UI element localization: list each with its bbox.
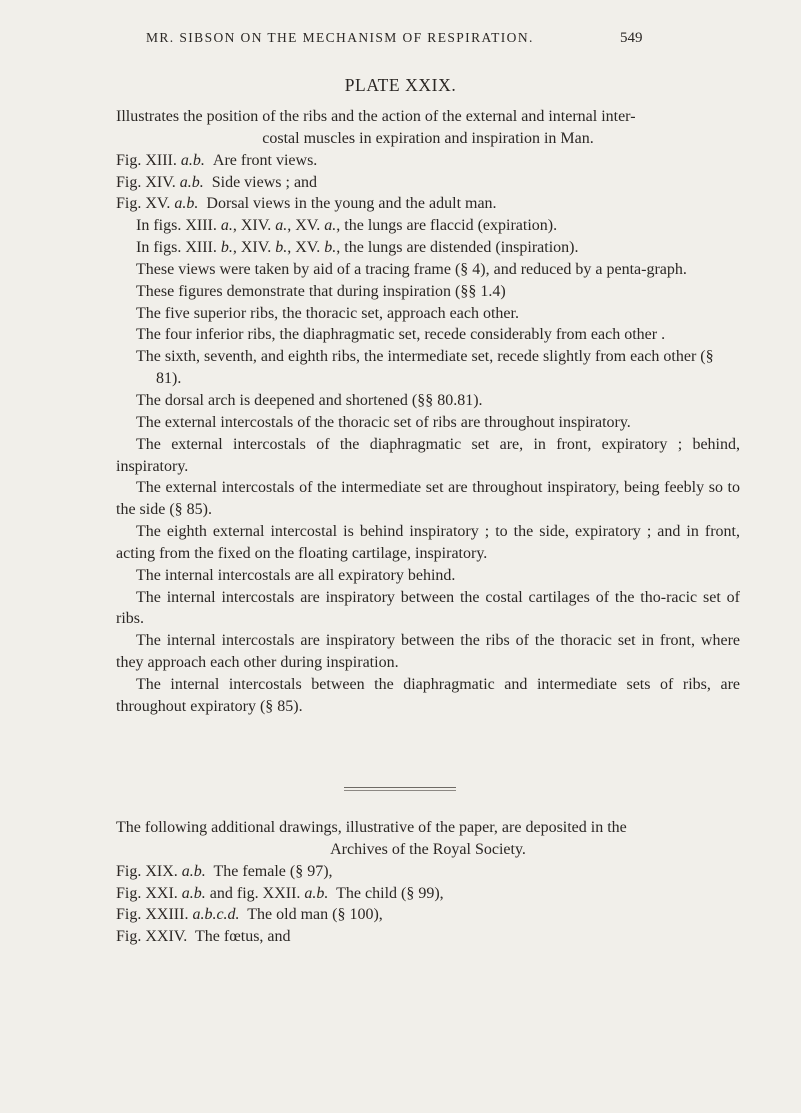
fig-label: Fig. XIII. [116, 151, 177, 169]
page-number: 549 [620, 30, 643, 46]
italic-run: a.b. [181, 862, 206, 880]
italic-run: a.b. [181, 884, 206, 902]
fig-suffix: a.b. [174, 195, 199, 213]
italic-run: a.b. [304, 884, 329, 902]
additional-line-2: Archives of the Royal Society. [330, 840, 526, 858]
text-run: , XV. [287, 217, 321, 235]
text-run: The female (§ 97), [213, 862, 333, 880]
text-run: , the lungs are distended (inspiration). [336, 239, 579, 257]
paragraph: The internal intercostals are inspiratory between the costal cartilages of the tho-racic set of ribs. [116, 588, 740, 628]
fig-line [116, 172, 740, 194]
extra-fig-line [116, 861, 740, 883]
text-run: The child (§ 99), [336, 884, 444, 902]
paragraph: The external intercostals of the thoracic set of ribs are throughout inspiratory. [136, 413, 631, 431]
paragraph: The external intercostals of the intermediate set are throughout inspiratory, being feebly so to the side (§ 85). [116, 479, 740, 519]
fig-text: Dorsal views in the young and the adult man. [206, 195, 497, 213]
text-run: and fig. XXII. [209, 884, 301, 902]
paragraph: These views were taken by aid of a tracing frame (§ 4), and reduced by a penta-graph. [136, 260, 687, 278]
text-run: , XIV. [232, 217, 272, 235]
text-run: The old man (§ 100), [247, 906, 383, 924]
extra-fig-line [116, 883, 740, 905]
italic-run: b. [324, 239, 337, 257]
fig-line [116, 193, 740, 215]
italic-run: a. [324, 217, 337, 235]
italic-run: a.b.c.d. [192, 906, 240, 924]
fig-label: Fig. XV. [116, 195, 171, 213]
plate-description [116, 106, 740, 718]
fig-label: Fig. XIV. [116, 173, 176, 191]
intro-line-2: costal muscles in expiration and inspiration in Man. [262, 129, 594, 147]
paragraph: The five superior ribs, the thoracic set, approach each other. [136, 304, 519, 322]
extra-fig-line [116, 904, 740, 926]
text-run: Fig. XXI. [116, 884, 178, 902]
additional-line-1: The following additional drawings, illustrative of the paper, are deposited in the [116, 819, 627, 836]
text-run: In figs. XIII. [136, 217, 217, 235]
fig-suffix: a.b. [179, 173, 204, 191]
paragraph: The internal intercostals are all expiratory behind. [136, 566, 456, 584]
text-run: , the lungs are flaccid (expiration). [336, 217, 558, 235]
italic-run: a. [275, 217, 288, 235]
additional-drawings [116, 817, 740, 948]
intro-line-1: Illustrates the position of the ribs and the action of the external and internal inter- [116, 108, 636, 125]
paragraph: The four inferior ribs, the diaphragmatic set, recede considerably from each other . [136, 326, 666, 344]
paragraph: The internal intercostals are inspiratory between the ribs of the thoracic set in front, where they approach each other during inspiration. [116, 632, 740, 672]
flaccid-line [116, 215, 740, 237]
italic-run: b. [220, 239, 233, 257]
paragraph: These figures demonstrate that during inspiration (§§ 1.4) [136, 282, 506, 300]
paragraph: The sixth, seventh, and eighth ribs, the intermediate set, recede slightly from each other (§ 81). [136, 348, 714, 388]
italic-run: b. [275, 239, 288, 257]
running-title: MR. SIBSON ON THE MECHANISM OF RESPIRATION. [146, 30, 534, 45]
paragraph: The eighth external intercostal is behind inspiratory ; to the side, expiratory ; and in front, acting from the fixed on the floating cartilage, inspiratory. [116, 523, 740, 562]
text-run: The fœtus, and [195, 928, 291, 946]
paragraph: The dorsal arch is deepened and shortened (§§ 80.81). [136, 391, 483, 409]
text-run: In figs. XIII. [136, 239, 217, 257]
fig-text: Side views ; and [211, 173, 318, 191]
text-run: , XV. [287, 239, 321, 257]
fig-line [116, 150, 740, 172]
paragraph: The internal intercostals between the diaphragmatic and intermediate sets of ribs, are throughout expiratory (§ 85). [116, 675, 740, 715]
fig-text: Are front views. [212, 151, 318, 169]
distended-line [116, 237, 740, 259]
italic-run: a. [220, 217, 233, 235]
text-run: Fig. XIX. [116, 862, 178, 880]
text-run: , XIV. [232, 239, 272, 257]
text-run: Fig. XXIII. [116, 906, 189, 924]
paragraph: The external intercostals of the diaphragmatic set are, in front, expiratory ; behind, inspiratory. [116, 435, 740, 475]
text-run: Fig. XXIV. [116, 928, 188, 946]
extra-fig-line [116, 926, 740, 948]
section-divider [344, 787, 456, 788]
fig-suffix: a.b. [180, 151, 205, 169]
plate-title: PLATE XXIX. [344, 75, 457, 95]
